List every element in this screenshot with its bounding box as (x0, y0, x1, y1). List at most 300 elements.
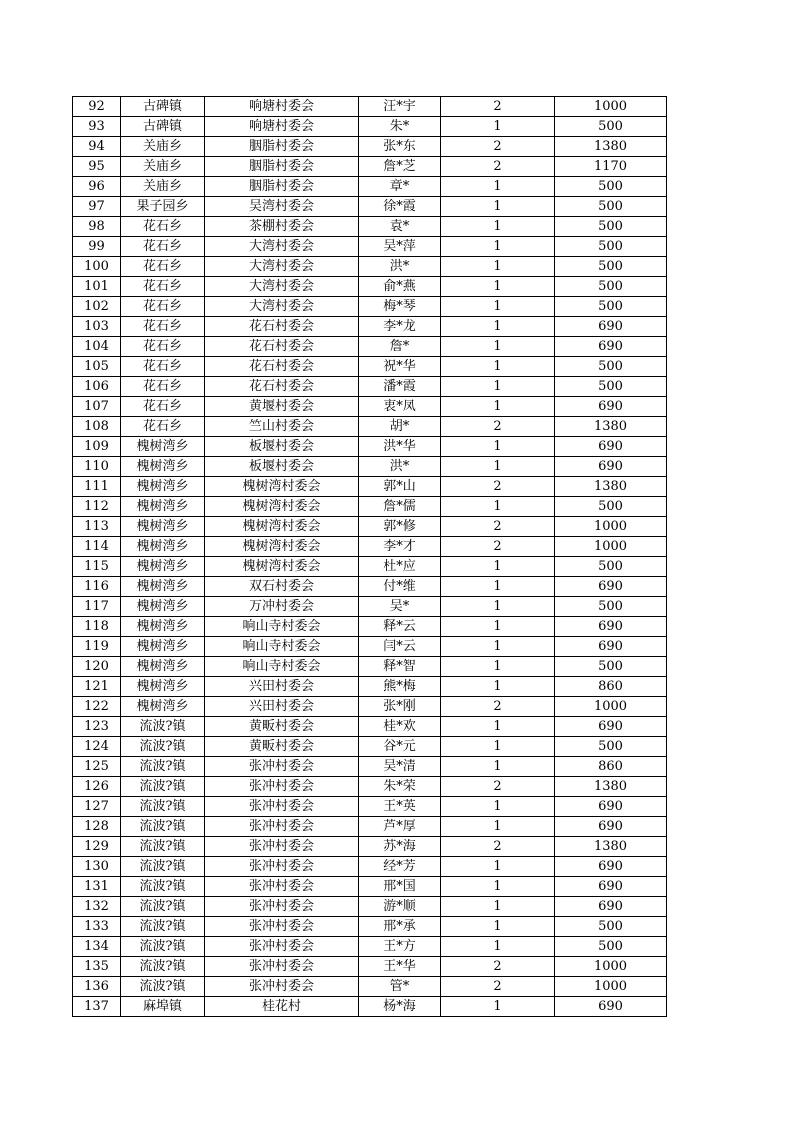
name-cell: 洪* (359, 257, 441, 277)
table-row (73, 357, 667, 377)
name-cell: 袁* (359, 217, 441, 237)
village-committee-cell: 大湾村委会 (205, 297, 359, 317)
amount-cell: 500 (555, 177, 667, 197)
name-cell: 吴* (359, 597, 441, 617)
township-cell: 关庙乡 (121, 177, 205, 197)
row-number-cell: 137 (73, 997, 121, 1017)
amount-cell: 690 (555, 317, 667, 337)
township-cell: 槐树湾乡 (121, 437, 205, 457)
row-number-cell: 110 (73, 457, 121, 477)
count-cell: 2 (441, 157, 555, 177)
count-cell: 1 (441, 797, 555, 817)
row-number-cell: 107 (73, 397, 121, 417)
row-number-cell: 127 (73, 797, 121, 817)
township-cell: 流波?镇 (121, 917, 205, 937)
amount-cell: 500 (555, 117, 667, 137)
row-number-cell: 106 (73, 377, 121, 397)
village-committee-cell: 桂花村 (205, 997, 359, 1017)
count-cell: 1 (441, 637, 555, 657)
table-row (73, 937, 667, 957)
village-committee-cell: 响塘村委会 (205, 117, 359, 137)
name-cell: 郭*修 (359, 517, 441, 537)
row-number-cell: 125 (73, 757, 121, 777)
name-cell: 吴*清 (359, 757, 441, 777)
township-cell: 花石乡 (121, 417, 205, 437)
amount-cell: 690 (555, 997, 667, 1017)
township-cell: 流波?镇 (121, 737, 205, 757)
village-committee-cell: 响山寺村委会 (205, 617, 359, 637)
village-committee-cell: 花石村委会 (205, 377, 359, 397)
table-row (73, 457, 667, 477)
table-row (73, 237, 667, 257)
table-row (73, 917, 667, 937)
row-number-cell: 92 (73, 97, 121, 117)
village-committee-cell: 茶棚村委会 (205, 217, 359, 237)
village-committee-cell: 大湾村委会 (205, 257, 359, 277)
amount-cell: 690 (555, 797, 667, 817)
village-committee-cell: 槐树湾村委会 (205, 497, 359, 517)
township-cell: 槐树湾乡 (121, 597, 205, 617)
row-number-cell: 100 (73, 257, 121, 277)
township-cell: 麻埠镇 (121, 997, 205, 1017)
amount-cell: 500 (555, 737, 667, 757)
row-number-cell: 119 (73, 637, 121, 657)
row-number-cell: 117 (73, 597, 121, 617)
count-cell: 1 (441, 497, 555, 517)
table-row (73, 557, 667, 577)
count-cell: 1 (441, 757, 555, 777)
village-committee-cell: 花石村委会 (205, 337, 359, 357)
amount-cell: 690 (555, 457, 667, 477)
table-row (73, 477, 667, 497)
count-cell: 1 (441, 437, 555, 457)
row-number-cell: 99 (73, 237, 121, 257)
count-cell: 2 (441, 477, 555, 497)
count-cell: 2 (441, 137, 555, 157)
village-committee-cell: 大湾村委会 (205, 277, 359, 297)
count-cell: 2 (441, 777, 555, 797)
table-row (73, 717, 667, 737)
name-cell: 苏*海 (359, 837, 441, 857)
row-number-cell: 124 (73, 737, 121, 757)
count-cell: 1 (441, 217, 555, 237)
row-number-cell: 102 (73, 297, 121, 317)
row-number-cell: 93 (73, 117, 121, 137)
table-row (73, 117, 667, 137)
row-number-cell: 95 (73, 157, 121, 177)
row-number-cell: 94 (73, 137, 121, 157)
row-number-cell: 112 (73, 497, 121, 517)
row-number-cell: 123 (73, 717, 121, 737)
table-row (73, 417, 667, 437)
township-cell: 流波?镇 (121, 797, 205, 817)
township-cell: 槐树湾乡 (121, 657, 205, 677)
name-cell: 张*东 (359, 137, 441, 157)
amount-cell: 500 (555, 217, 667, 237)
name-cell: 郭*山 (359, 477, 441, 497)
township-cell: 花石乡 (121, 317, 205, 337)
count-cell: 1 (441, 357, 555, 377)
table-row (73, 537, 667, 557)
village-committee-cell: 竺山村委会 (205, 417, 359, 437)
table-row (73, 997, 667, 1017)
township-cell: 关庙乡 (121, 137, 205, 157)
amount-cell: 500 (555, 297, 667, 317)
township-cell: 流波?镇 (121, 757, 205, 777)
village-committee-cell: 张冲村委会 (205, 937, 359, 957)
amount-cell: 1380 (555, 777, 667, 797)
amount-cell: 690 (555, 637, 667, 657)
township-cell: 流波?镇 (121, 717, 205, 737)
table-row (73, 257, 667, 277)
village-committee-cell: 张冲村委会 (205, 877, 359, 897)
township-cell: 流波?镇 (121, 837, 205, 857)
count-cell: 1 (441, 177, 555, 197)
township-cell: 流波?镇 (121, 877, 205, 897)
village-committee-cell: 张冲村委会 (205, 817, 359, 837)
amount-cell: 690 (555, 397, 667, 417)
table-row (73, 837, 667, 857)
amount-cell: 500 (555, 657, 667, 677)
village-committee-cell: 兴田村委会 (205, 697, 359, 717)
count-cell: 1 (441, 117, 555, 137)
table-row (73, 877, 667, 897)
count-cell: 1 (441, 617, 555, 637)
village-committee-cell: 大湾村委会 (205, 237, 359, 257)
amount-cell: 690 (555, 717, 667, 737)
village-committee-cell: 张冲村委会 (205, 957, 359, 977)
amount-cell: 500 (555, 197, 667, 217)
table-row (73, 197, 667, 217)
count-cell: 1 (441, 317, 555, 337)
name-cell: 李*龙 (359, 317, 441, 337)
row-number-cell: 98 (73, 217, 121, 237)
village-committee-cell: 槐树湾村委会 (205, 557, 359, 577)
name-cell: 邢*国 (359, 877, 441, 897)
count-cell: 2 (441, 837, 555, 857)
township-cell: 槐树湾乡 (121, 617, 205, 637)
count-cell: 1 (441, 557, 555, 577)
data-table (72, 96, 667, 1017)
table-row (73, 657, 667, 677)
table-row (73, 217, 667, 237)
row-number-cell: 103 (73, 317, 121, 337)
name-cell: 朱*荣 (359, 777, 441, 797)
village-committee-cell: 万冲村委会 (205, 597, 359, 617)
village-committee-cell: 槐树湾村委会 (205, 517, 359, 537)
village-committee-cell: 响山寺村委会 (205, 637, 359, 657)
count-cell: 1 (441, 937, 555, 957)
table-row (73, 577, 667, 597)
row-number-cell: 114 (73, 537, 121, 557)
village-committee-cell: 黄堰村委会 (205, 397, 359, 417)
township-cell: 花石乡 (121, 377, 205, 397)
table-row (73, 377, 667, 397)
table-row (73, 297, 667, 317)
count-cell: 1 (441, 897, 555, 917)
count-cell: 1 (441, 717, 555, 737)
table-row (73, 597, 667, 617)
amount-cell: 500 (555, 277, 667, 297)
count-cell: 1 (441, 917, 555, 937)
count-cell: 1 (441, 577, 555, 597)
table-row (73, 157, 667, 177)
count-cell: 2 (441, 957, 555, 977)
row-number-cell: 96 (73, 177, 121, 197)
table-row (73, 977, 667, 997)
amount-cell: 690 (555, 617, 667, 637)
table-row (73, 817, 667, 837)
amount-cell: 1380 (555, 837, 667, 857)
count-cell: 1 (441, 197, 555, 217)
township-cell: 槐树湾乡 (121, 497, 205, 517)
village-committee-cell: 张冲村委会 (205, 777, 359, 797)
name-cell: 游*顺 (359, 897, 441, 917)
township-cell: 流波?镇 (121, 857, 205, 877)
amount-cell: 500 (555, 917, 667, 937)
township-cell: 槐树湾乡 (121, 477, 205, 497)
village-committee-cell: 张冲村委会 (205, 897, 359, 917)
name-cell: 詹* (359, 337, 441, 357)
count-cell: 2 (441, 537, 555, 557)
count-cell: 1 (441, 597, 555, 617)
township-cell: 槐树湾乡 (121, 697, 205, 717)
name-cell: 熊*梅 (359, 677, 441, 697)
village-committee-cell: 板堰村委会 (205, 457, 359, 477)
count-cell: 1 (441, 657, 555, 677)
count-cell: 1 (441, 817, 555, 837)
village-committee-cell: 板堰村委会 (205, 437, 359, 457)
name-cell: 潘*霞 (359, 377, 441, 397)
table-row (73, 617, 667, 637)
name-cell: 经*芳 (359, 857, 441, 877)
row-number-cell: 105 (73, 357, 121, 377)
township-cell: 花石乡 (121, 397, 205, 417)
count-cell: 1 (441, 997, 555, 1017)
amount-cell: 1380 (555, 477, 667, 497)
amount-cell: 500 (555, 237, 667, 257)
village-committee-cell: 槐树湾村委会 (205, 477, 359, 497)
table-row (73, 177, 667, 197)
row-number-cell: 135 (73, 957, 121, 977)
amount-cell: 1380 (555, 137, 667, 157)
village-committee-cell: 吴湾村委会 (205, 197, 359, 217)
count-cell: 1 (441, 257, 555, 277)
amount-cell: 1000 (555, 977, 667, 997)
count-cell: 1 (441, 737, 555, 757)
village-committee-cell: 张冲村委会 (205, 917, 359, 937)
name-cell: 杜*应 (359, 557, 441, 577)
township-cell: 流波?镇 (121, 897, 205, 917)
township-cell: 花石乡 (121, 217, 205, 237)
table-row (73, 677, 667, 697)
amount-cell: 860 (555, 757, 667, 777)
village-committee-cell: 胭脂村委会 (205, 177, 359, 197)
township-cell: 果子园乡 (121, 197, 205, 217)
township-cell: 流波?镇 (121, 957, 205, 977)
township-cell: 花石乡 (121, 277, 205, 297)
table-row (73, 97, 667, 117)
township-cell: 流波?镇 (121, 777, 205, 797)
township-cell: 槐树湾乡 (121, 677, 205, 697)
amount-cell: 500 (555, 557, 667, 577)
row-number-cell: 129 (73, 837, 121, 857)
amount-cell: 690 (555, 577, 667, 597)
count-cell: 1 (441, 857, 555, 877)
table-row (73, 517, 667, 537)
row-number-cell: 118 (73, 617, 121, 637)
name-cell: 释*智 (359, 657, 441, 677)
name-cell: 管* (359, 977, 441, 997)
township-cell: 古碑镇 (121, 97, 205, 117)
name-cell: 洪* (359, 457, 441, 477)
amount-cell: 690 (555, 817, 667, 837)
row-number-cell: 131 (73, 877, 121, 897)
name-cell: 吴*萍 (359, 237, 441, 257)
row-number-cell: 128 (73, 817, 121, 837)
table-row (73, 137, 667, 157)
row-number-cell: 113 (73, 517, 121, 537)
name-cell: 章* (359, 177, 441, 197)
table-row (73, 797, 667, 817)
township-cell: 槐树湾乡 (121, 517, 205, 537)
count-cell: 1 (441, 337, 555, 357)
table-row (73, 317, 667, 337)
township-cell: 花石乡 (121, 297, 205, 317)
village-committee-cell: 张冲村委会 (205, 857, 359, 877)
name-cell: 俞*燕 (359, 277, 441, 297)
township-cell: 槐树湾乡 (121, 577, 205, 597)
name-cell: 杨*海 (359, 997, 441, 1017)
name-cell: 洪*华 (359, 437, 441, 457)
amount-cell: 1000 (555, 957, 667, 977)
village-committee-cell: 兴田村委会 (205, 677, 359, 697)
row-number-cell: 132 (73, 897, 121, 917)
village-committee-cell: 槐树湾村委会 (205, 537, 359, 557)
count-cell: 2 (441, 97, 555, 117)
amount-cell: 860 (555, 677, 667, 697)
row-number-cell: 115 (73, 557, 121, 577)
row-number-cell: 126 (73, 777, 121, 797)
name-cell: 胡* (359, 417, 441, 437)
count-cell: 2 (441, 977, 555, 997)
name-cell: 朱* (359, 117, 441, 137)
amount-cell: 500 (555, 597, 667, 617)
village-committee-cell: 张冲村委会 (205, 977, 359, 997)
amount-cell: 500 (555, 497, 667, 517)
amount-cell: 690 (555, 437, 667, 457)
table-row (73, 337, 667, 357)
count-cell: 2 (441, 517, 555, 537)
name-cell: 释*云 (359, 617, 441, 637)
township-cell: 关庙乡 (121, 157, 205, 177)
village-committee-cell: 胭脂村委会 (205, 157, 359, 177)
table-row (73, 857, 667, 877)
row-number-cell: 116 (73, 577, 121, 597)
count-cell: 1 (441, 277, 555, 297)
name-cell: 汪*宇 (359, 97, 441, 117)
amount-cell: 1000 (555, 97, 667, 117)
row-number-cell: 133 (73, 917, 121, 937)
data-table-container (72, 96, 666, 1017)
village-committee-cell: 黄畈村委会 (205, 717, 359, 737)
village-committee-cell: 黄畈村委会 (205, 737, 359, 757)
table-row (73, 897, 667, 917)
name-cell: 詹*儒 (359, 497, 441, 517)
amount-cell: 500 (555, 937, 667, 957)
village-committee-cell: 张冲村委会 (205, 797, 359, 817)
village-committee-cell: 张冲村委会 (205, 757, 359, 777)
village-committee-cell: 花石村委会 (205, 357, 359, 377)
count-cell: 1 (441, 237, 555, 257)
amount-cell: 500 (555, 257, 667, 277)
table-row (73, 757, 667, 777)
count-cell: 1 (441, 397, 555, 417)
count-cell: 1 (441, 877, 555, 897)
village-committee-cell: 花石村委会 (205, 317, 359, 337)
row-number-cell: 134 (73, 937, 121, 957)
name-cell: 桂*欢 (359, 717, 441, 737)
row-number-cell: 108 (73, 417, 121, 437)
row-number-cell: 136 (73, 977, 121, 997)
township-cell: 花石乡 (121, 237, 205, 257)
row-number-cell: 130 (73, 857, 121, 877)
township-cell: 槐树湾乡 (121, 537, 205, 557)
name-cell: 谷*元 (359, 737, 441, 757)
count-cell: 1 (441, 677, 555, 697)
amount-cell: 690 (555, 877, 667, 897)
village-committee-cell: 响塘村委会 (205, 97, 359, 117)
township-cell: 槐树湾乡 (121, 557, 205, 577)
name-cell: 邢*承 (359, 917, 441, 937)
name-cell: 徐*霞 (359, 197, 441, 217)
table-row (73, 637, 667, 657)
name-cell: 祝*华 (359, 357, 441, 377)
amount-cell: 690 (555, 897, 667, 917)
township-cell: 花石乡 (121, 257, 205, 277)
amount-cell: 690 (555, 337, 667, 357)
table-row (73, 697, 667, 717)
name-cell: 王*方 (359, 937, 441, 957)
village-committee-cell: 响山寺村委会 (205, 657, 359, 677)
count-cell: 2 (441, 697, 555, 717)
table-body (73, 97, 667, 1017)
table-row (73, 497, 667, 517)
count-cell: 1 (441, 457, 555, 477)
amount-cell: 1380 (555, 417, 667, 437)
amount-cell: 500 (555, 357, 667, 377)
township-cell: 花石乡 (121, 357, 205, 377)
township-cell: 流波?镇 (121, 937, 205, 957)
row-number-cell: 97 (73, 197, 121, 217)
name-cell: 付*维 (359, 577, 441, 597)
village-committee-cell: 张冲村委会 (205, 837, 359, 857)
table-row (73, 437, 667, 457)
count-cell: 1 (441, 297, 555, 317)
table-row (73, 777, 667, 797)
table-row (73, 957, 667, 977)
amount-cell: 690 (555, 857, 667, 877)
township-cell: 槐树湾乡 (121, 457, 205, 477)
name-cell: 衷*凤 (359, 397, 441, 417)
amount-cell: 1000 (555, 697, 667, 717)
township-cell: 花石乡 (121, 337, 205, 357)
amount-cell: 500 (555, 377, 667, 397)
name-cell: 王*英 (359, 797, 441, 817)
count-cell: 1 (441, 377, 555, 397)
row-number-cell: 101 (73, 277, 121, 297)
row-number-cell: 104 (73, 337, 121, 357)
